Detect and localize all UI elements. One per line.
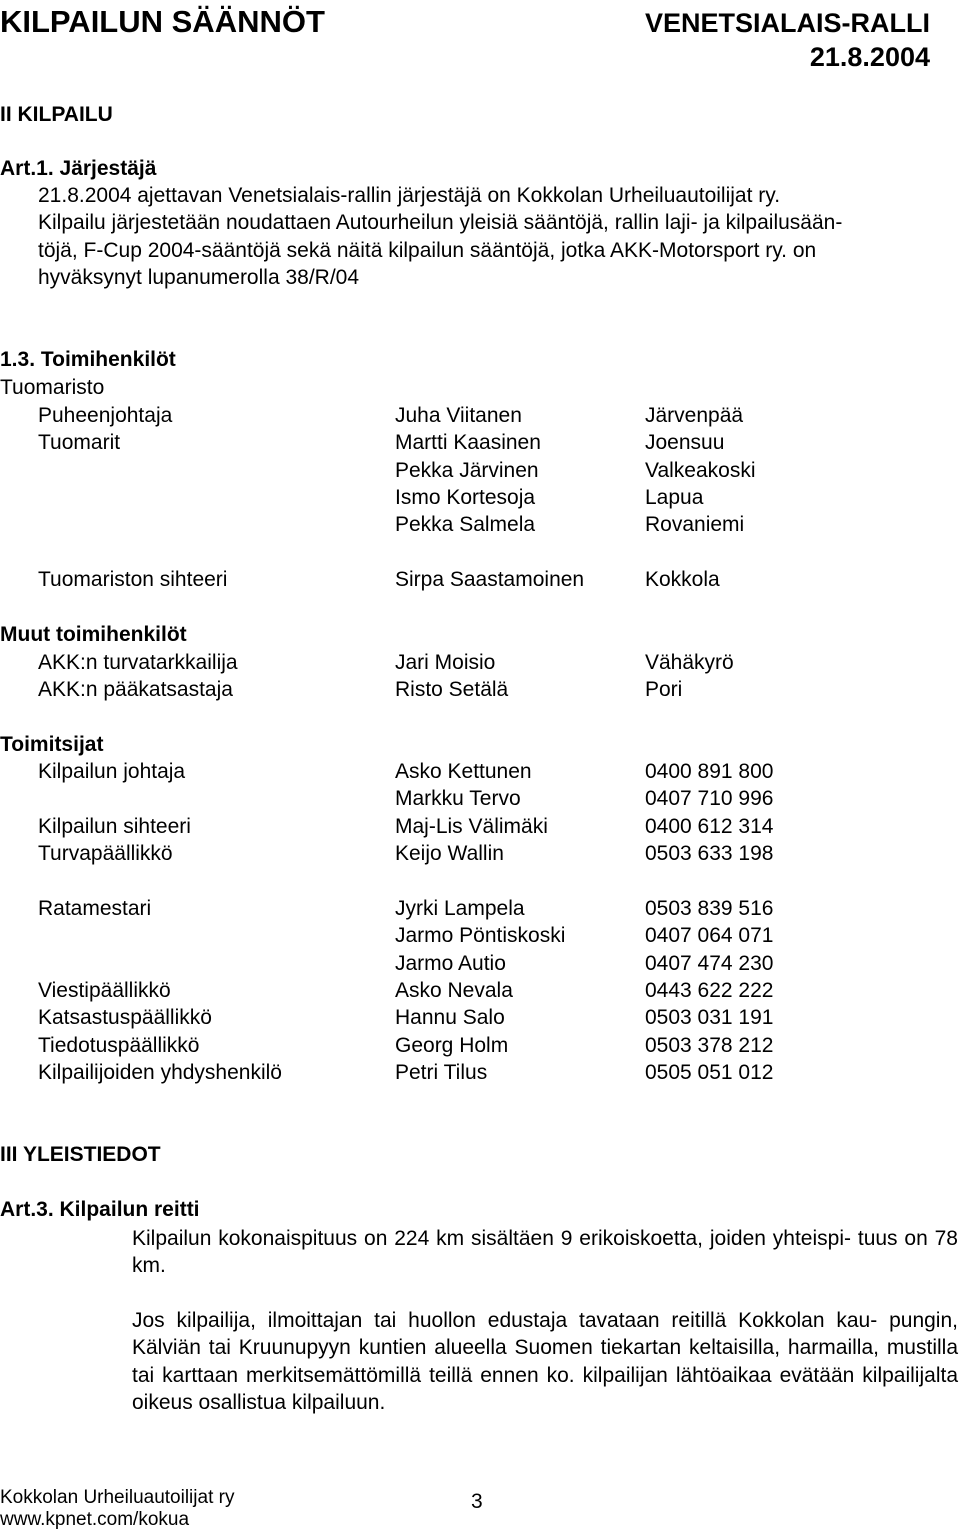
role: Katsastuspäällikkö bbox=[38, 1006, 212, 1029]
official-row bbox=[0, 815, 960, 842]
phone-number: 0503 633 198 bbox=[645, 842, 774, 865]
group-heading-muut-toimihenkilot: Muut toimihenkilöt bbox=[0, 623, 187, 646]
person-name: Pekka Järvinen bbox=[395, 459, 539, 482]
role: Ratamestari bbox=[38, 897, 152, 920]
phone-number: 0407 064 071 bbox=[645, 924, 774, 947]
person-name: Keijo Wallin bbox=[395, 842, 504, 865]
town: Järvenpää bbox=[645, 404, 744, 427]
role: Turvapäällikkö bbox=[38, 842, 173, 865]
person-name: Juha Viitanen bbox=[395, 404, 522, 427]
role: Kilpailun johtaja bbox=[38, 760, 186, 783]
official-row bbox=[0, 678, 960, 705]
phone-number: 0443 622 222 bbox=[645, 979, 774, 1002]
town: Lapua bbox=[645, 486, 704, 509]
role: AKK:n pääkatsastaja bbox=[38, 678, 233, 701]
jury-row bbox=[0, 404, 960, 431]
person-name: Pekka Salmela bbox=[395, 513, 536, 536]
role: Tiedotuspäällikkö bbox=[38, 1034, 200, 1057]
document-title: KILPAILUN SÄÄNNÖT bbox=[0, 4, 325, 39]
town: Rovaniemi bbox=[645, 513, 745, 536]
phone-number: 0505 051 012 bbox=[645, 1061, 774, 1084]
role: AKK:n turvatarkkailija bbox=[38, 651, 238, 674]
section-heading-kilpailu: II KILPAILU bbox=[0, 103, 113, 126]
role: Tuomarit bbox=[38, 431, 121, 454]
phone-number: 0503 378 212 bbox=[645, 1034, 774, 1057]
person-name: Risto Setälä bbox=[395, 678, 509, 701]
person-name: Martti Kaasinen bbox=[395, 431, 541, 454]
town: Pori bbox=[645, 678, 683, 701]
article-text-line: Kilpailu järjestetään noudattaen Autourheilun yleisiä sääntöjä, rallin laji- ja kilpailusään- bbox=[38, 211, 843, 234]
article-heading-reitti: Art.3. Kilpailun reitti bbox=[0, 1198, 200, 1221]
footer-organization: Kokkolan Urheiluautoilijat ry bbox=[0, 1487, 235, 1508]
official-row bbox=[0, 979, 960, 1006]
role: Tuomariston sihteeri bbox=[38, 568, 228, 591]
phone-number: 0503 031 191 bbox=[645, 1006, 774, 1029]
person-name: Ismo Kortesoja bbox=[395, 486, 536, 509]
person-name: Maj-Lis Välimäki bbox=[395, 815, 548, 838]
event-date: 21.8.2004 bbox=[809, 42, 930, 72]
jury-row bbox=[0, 459, 960, 486]
person-name: Jarmo Autio bbox=[395, 952, 506, 975]
official-row bbox=[0, 760, 960, 787]
official-row bbox=[0, 897, 960, 924]
person-name: Sirpa Saastamoinen bbox=[395, 568, 585, 591]
article-text-line: hyväksynyt lupanumerolla 38/R/04 bbox=[38, 266, 360, 289]
town: Vähäkyrö bbox=[645, 651, 734, 674]
person-name: Jarmo Pöntiskoski bbox=[395, 924, 566, 947]
official-row bbox=[0, 952, 960, 979]
article-text-line: 21.8.2004 ajettavan Venetsialais-rallin järjestäjä on Kokkolan Urheiluautoilijat ry. bbox=[38, 184, 781, 207]
person-name: Petri Tilus bbox=[395, 1061, 488, 1084]
person-name: Jyrki Lampela bbox=[395, 897, 525, 920]
route-paragraph: Kilpailun kokonaispituus on 224 km sisältäen 9 erikoiskoetta, joiden yhteispi- tuus on 78 km. bbox=[132, 1227, 958, 1278]
jury-row bbox=[0, 513, 960, 540]
subsection-heading-toimihenkilot: 1.3. Toimihenkilöt bbox=[0, 348, 176, 371]
article-text-line: töjä, F-Cup 2004-sääntöjä sekä näitä kilpailun sääntöjä, jotka AKK-Motorsport ry. on bbox=[38, 239, 817, 262]
person-name: Jari Moisio bbox=[395, 651, 496, 674]
role: Kilpailun sihteeri bbox=[38, 815, 191, 838]
route-paragraph: Jos kilpailija, ilmoittajan tai huollon edustaja tavataan reitillä Kokkolan kau- pungin, Kälviän tai Kruunupyyn kuntien alueella Suomen tiekartan keltaisilla, harmailla, mustilla tai karttaan merkitsemättömillä teillä ennen ko. kilpailijan lähtöaikaa evätään kilpailijalta oikeus osallistua kilpailuun. bbox=[132, 1309, 958, 1414]
section-heading-yleistiedot: III YLEISTIEDOT bbox=[0, 1143, 161, 1166]
article-heading-jarjestaja: Art.1. Järjestäjä bbox=[0, 157, 157, 180]
role: Viestipäällikkö bbox=[38, 979, 171, 1002]
phone-number: 0400 891 800 bbox=[645, 760, 774, 783]
official-row bbox=[0, 1006, 960, 1033]
phone-number: 0400 612 314 bbox=[645, 815, 774, 838]
town: Joensuu bbox=[645, 431, 725, 454]
official-row bbox=[0, 1034, 960, 1061]
group-heading-tuomaristo: Tuomaristo bbox=[0, 376, 105, 399]
person-name: Asko Nevala bbox=[395, 979, 513, 1002]
person-name: Hannu Salo bbox=[395, 1006, 505, 1029]
town: Valkeakoski bbox=[645, 459, 756, 482]
footer-url: www.kpnet.com/kokua bbox=[0, 1509, 190, 1530]
person-name: Asko Kettunen bbox=[395, 760, 532, 783]
person-name: Georg Holm bbox=[395, 1034, 509, 1057]
official-row bbox=[0, 1061, 960, 1088]
jury-row bbox=[0, 568, 960, 595]
role: Kilpailijoiden yhdyshenkilö bbox=[38, 1061, 282, 1084]
page-number: 3 bbox=[471, 1490, 483, 1513]
phone-number: 0503 839 516 bbox=[645, 897, 774, 920]
phone-number: 0407 710 996 bbox=[645, 787, 774, 810]
jury-row bbox=[0, 431, 960, 458]
official-row bbox=[0, 842, 960, 869]
phone-number: 0407 474 230 bbox=[645, 952, 774, 975]
group-heading-toimitsijat: Toimitsijat bbox=[0, 733, 104, 756]
official-row bbox=[0, 787, 960, 814]
event-name: VENETSIALAIS-RALLI bbox=[644, 8, 930, 38]
official-row bbox=[0, 924, 960, 951]
town: Kokkola bbox=[645, 568, 720, 591]
person-name: Markku Tervo bbox=[395, 787, 521, 810]
official-row bbox=[0, 651, 960, 678]
jury-row bbox=[0, 486, 960, 513]
role: Puheenjohtaja bbox=[38, 404, 173, 427]
